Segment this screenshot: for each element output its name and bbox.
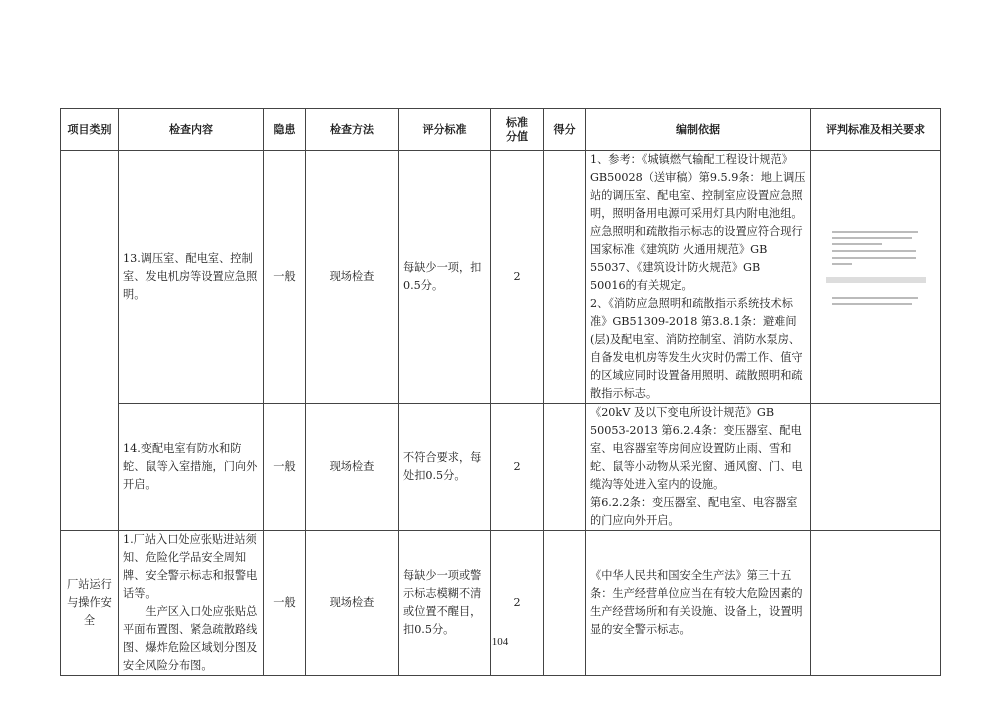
content-cell bbox=[119, 531, 264, 676]
score-cell bbox=[544, 404, 586, 531]
method-cell: 现场检查 bbox=[306, 531, 399, 676]
basis-cell bbox=[586, 404, 811, 531]
content-cell: 14.变配电室有防水和防蛇、鼠等入室措施，门向外开启。 bbox=[119, 404, 264, 531]
scoring-cell: 每缺少一项，扣0.5分。 bbox=[399, 151, 491, 404]
table-row bbox=[61, 531, 941, 676]
hazard-cell: 一般 bbox=[264, 531, 306, 676]
basis-cell: 《中华人民共和国安全生产法》第三十五条：生产经营单位应当在有较大危险因素的生产经营场所和有关设施、设备上，设置明显的安全警示标志。 bbox=[586, 531, 811, 676]
table-row bbox=[61, 404, 941, 531]
header-content: 检查内容 bbox=[119, 109, 264, 151]
table-header bbox=[61, 109, 941, 151]
criteria-cell bbox=[811, 531, 941, 676]
hazard-cell: 一般 bbox=[264, 151, 306, 404]
category-cell bbox=[61, 151, 119, 531]
points-cell: 2 bbox=[491, 151, 544, 404]
header-hazard: 隐患 bbox=[264, 109, 306, 151]
page-number: 104 bbox=[491, 636, 509, 648]
criteria-cell bbox=[811, 404, 941, 531]
header-points: 标准分值 bbox=[491, 109, 544, 151]
points-cell: 2 bbox=[491, 404, 544, 531]
header-basis: 编制依据 bbox=[586, 109, 811, 151]
basis-paragraph: 第6.2.2条：变压器室、配电室、电容器室的门应向外开启。 bbox=[590, 496, 798, 527]
method-cell: 现场检查 bbox=[306, 151, 399, 404]
category-cell: 厂站运行与操作安全 bbox=[61, 531, 119, 676]
header-method: 检查方法 bbox=[306, 109, 399, 151]
content-cell: 13.调压室、配电室、控制室、发电机房等设置应急照明。 bbox=[119, 151, 264, 404]
header-criteria: 评判标准及相关要求 bbox=[811, 109, 941, 151]
content-paragraph: 1.厂站入口处应张贴进站须知、危险化学品安全周知牌、安全警示标志和报警电话等。 bbox=[123, 533, 258, 600]
score-cell bbox=[544, 531, 586, 676]
score-cell bbox=[544, 151, 586, 404]
header-category: 项目类别 bbox=[61, 109, 119, 151]
basis-cell bbox=[586, 151, 811, 404]
inspection-table bbox=[60, 108, 941, 676]
basis-paragraph: 《20kV 及以下变电所设计规范》GB 50053-2013 第6.2.4条：变压器室、配电室、电容器室等房间应设置防止雨、雪和蛇、鼠等小动物从采光窗、通风窗、门、电缆沟等处进入室内的设施。 bbox=[590, 406, 803, 491]
table-row bbox=[61, 151, 941, 404]
hazard-cell: 一般 bbox=[264, 404, 306, 531]
header-score: 得分 bbox=[544, 109, 586, 151]
basis-paragraph: 1、参考：《城镇燃气输配工程设计规范》GB50028（送审稿）第9.5.9条：地上调压站的调压室、配电室、控制室应设置应急照明，照明备用电源可采用灯具内附电池组。应急照明和疏散指示标志的设置应符合现行国家标准《建筑防 火通用规范》GB 55037、《建筑设计防火规范》GB 50016的有关规定。 bbox=[590, 153, 806, 292]
header-scoring: 评分标准 bbox=[399, 109, 491, 151]
scoring-cell: 每缺少一项或警示标志模糊不清或位置不醒目，扣0.5分。 bbox=[399, 531, 491, 676]
criteria-cell bbox=[811, 151, 941, 404]
content-paragraph: 生产区入口处应张贴总平面布置图、紧急疏散路线图、爆炸危险区域划分图及安全风险分布图。 bbox=[123, 605, 258, 672]
method-cell: 现场检查 bbox=[306, 404, 399, 531]
basis-paragraph: 2、《消防应急照明和疏散指示系统技术标准》GB51309-2018 第3.8.1条：避难间(层)及配电室、消防控制室、消防水泵房、自备发电机房等发生火灾时仍需工作、值守的区域应同时设置备用照明、疏散照明和疏散指示标志。 bbox=[590, 297, 803, 400]
criteria-thumbnail-image bbox=[826, 217, 926, 337]
points-cell: 2 bbox=[491, 531, 544, 676]
scoring-cell: 不符合要求，每处扣0.5分。 bbox=[399, 404, 491, 531]
